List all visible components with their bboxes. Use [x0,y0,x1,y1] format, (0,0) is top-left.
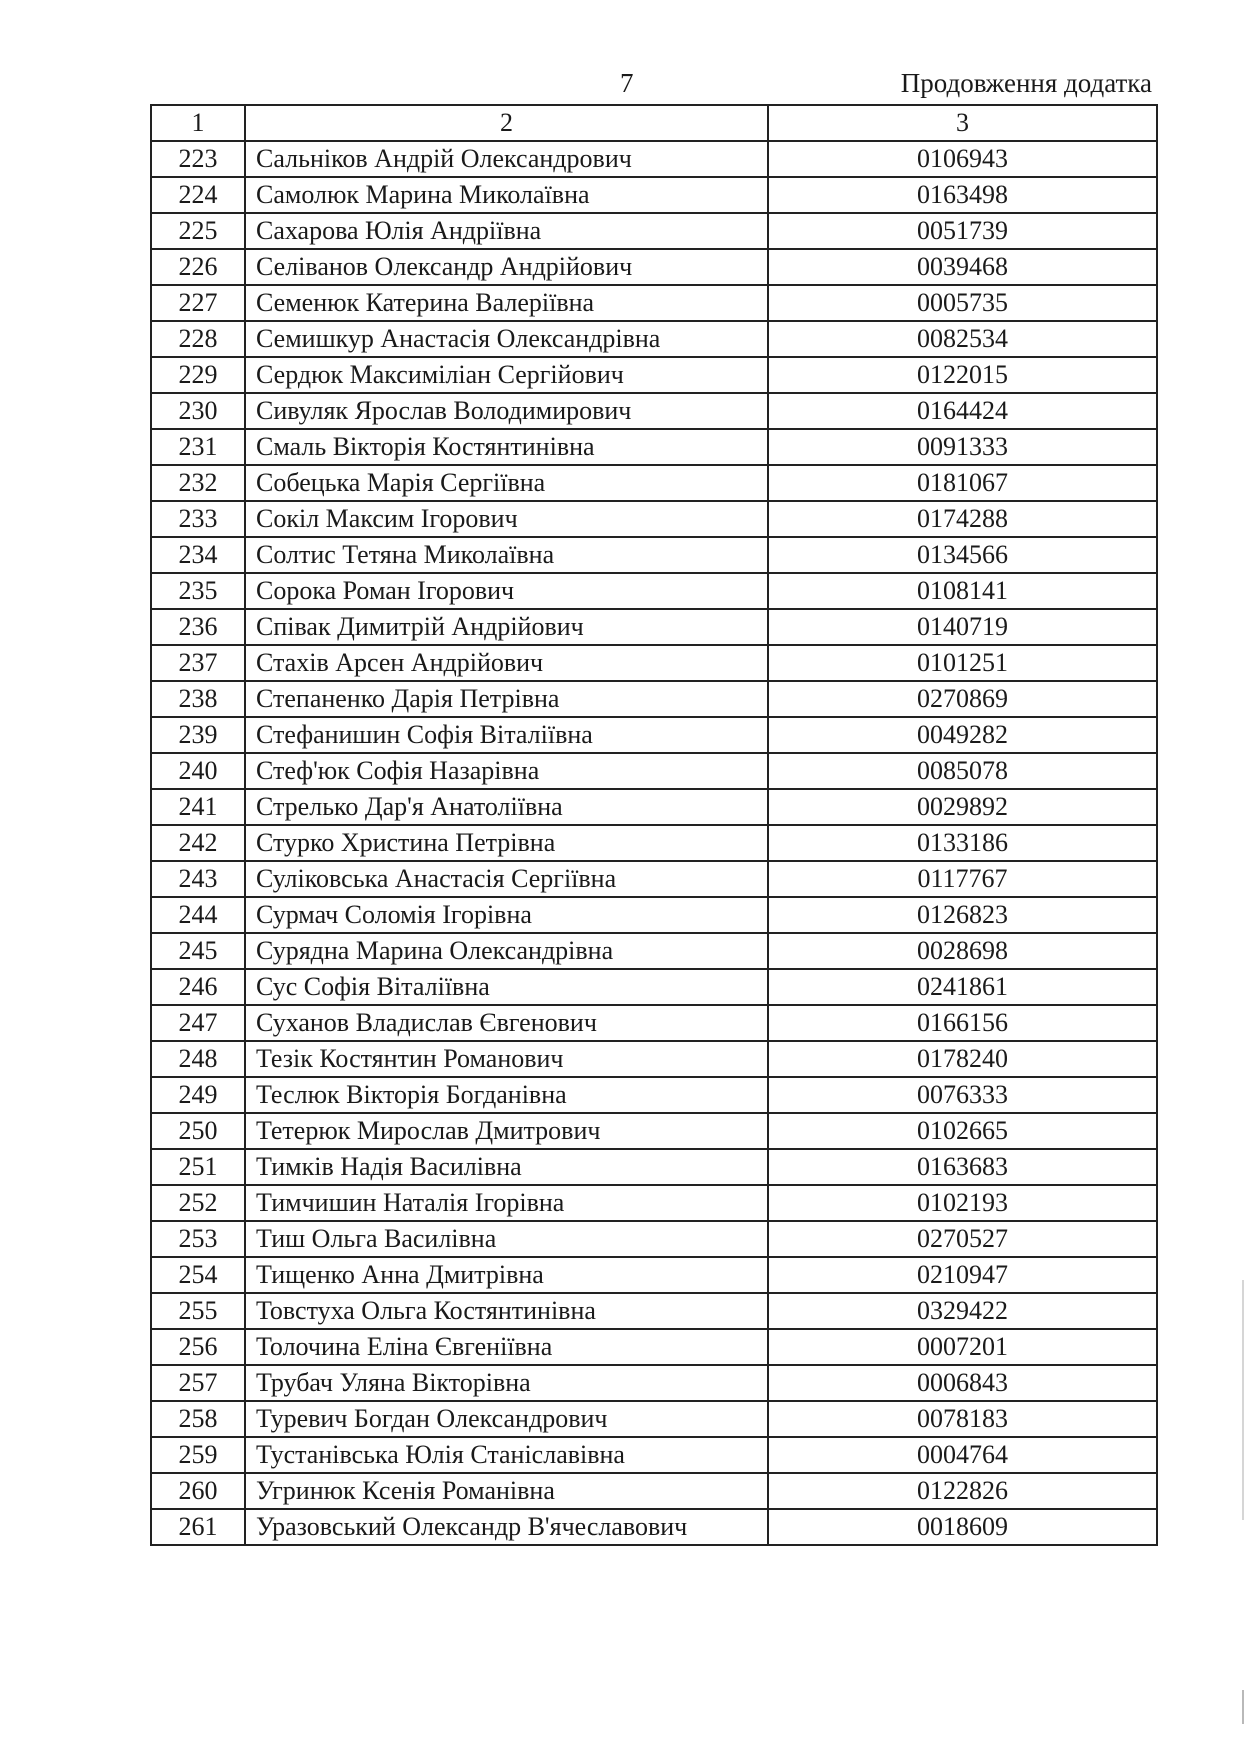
row-number: 235 [151,573,245,609]
table-row [151,1257,1157,1293]
row-number: 258 [151,1401,245,1437]
row-number: 256 [151,1329,245,1365]
row-number: 242 [151,825,245,861]
table-row [151,1293,1157,1329]
row-number: 251 [151,1149,245,1185]
row-name: Тимчишин Наталія Ігорівна [245,1185,768,1221]
row-number: 261 [151,1509,245,1545]
row-code: 0091333 [768,429,1157,465]
row-number: 230 [151,393,245,429]
row-number: 236 [151,609,245,645]
row-name: Стефанишин Софія Віталіївна [245,717,768,753]
row-number: 249 [151,1077,245,1113]
row-code: 0028698 [768,933,1157,969]
row-code: 0085078 [768,753,1157,789]
table-row [151,1329,1157,1365]
row-number: 247 [151,1005,245,1041]
row-code: 0006843 [768,1365,1157,1401]
row-number: 225 [151,213,245,249]
row-name: Уразовський Олександр В'ячеславович [245,1509,768,1545]
row-name: Тезік Костянтин Романович [245,1041,768,1077]
row-code: 0140719 [768,609,1157,645]
row-name: Теслюк Вікторія Богданівна [245,1077,768,1113]
table-row [151,1365,1157,1401]
table-row [151,321,1157,357]
row-name: Суліковська Анастасія Сергіївна [245,861,768,897]
table-row [151,609,1157,645]
row-name: Собецька Марія Сергіївна [245,465,768,501]
row-number: 226 [151,249,245,285]
table-header-row [151,105,1157,141]
row-name: Солтис Тетяна Миколаївна [245,537,768,573]
row-code: 0270527 [768,1221,1157,1257]
row-name: Сурмач Соломія Ігорівна [245,897,768,933]
row-code: 0241861 [768,969,1157,1005]
row-name: Стрелько Дар'я Анатоліївна [245,789,768,825]
row-code: 0049282 [768,717,1157,753]
row-code: 0106943 [768,141,1157,177]
row-number: 246 [151,969,245,1005]
continuation-note: Продовження додатка [900,68,1152,98]
table-row [151,285,1157,321]
table-row [151,573,1157,609]
row-name: Стахів Арсен Андрійович [245,645,768,681]
register-table [150,104,1158,1546]
row-name: Тустанівська Юлія Станіславівна [245,1437,768,1473]
row-name: Тиш Ольга Василівна [245,1221,768,1257]
row-code: 0134566 [768,537,1157,573]
table-row [151,393,1157,429]
row-code: 0126823 [768,897,1157,933]
table-row [151,1113,1157,1149]
row-number: 254 [151,1257,245,1293]
row-name: Сахарова Юлія Андріївна [245,213,768,249]
row-number: 252 [151,1185,245,1221]
table-row [151,1149,1157,1185]
row-number: 243 [151,861,245,897]
row-name: Тимків Надія Василівна [245,1149,768,1185]
row-number: 237 [151,645,245,681]
table-row [151,1473,1157,1509]
row-code: 0029892 [768,789,1157,825]
row-number: 238 [151,681,245,717]
row-code: 0122015 [768,357,1157,393]
table-body [151,105,1157,1545]
table-row [151,1509,1157,1545]
row-name: Сивуляк Ярослав Володимирович [245,393,768,429]
table-row [151,1077,1157,1113]
table-row [151,1041,1157,1077]
row-name: Тетерюк Мирослав Дмитрович [245,1113,768,1149]
table-row [151,537,1157,573]
row-code: 0178240 [768,1041,1157,1077]
row-name: Селіванов Олександр Андрійович [245,249,768,285]
row-name: Трубач Уляна Вікторівна [245,1365,768,1401]
table-row [151,825,1157,861]
row-code: 0051739 [768,213,1157,249]
row-code: 0122826 [768,1473,1157,1509]
row-code: 0270869 [768,681,1157,717]
row-name: Семишкур Анастасія Олександрівна [245,321,768,357]
row-number: 232 [151,465,245,501]
row-code: 0102193 [768,1185,1157,1221]
row-name: Сокіл Максим Ігорович [245,501,768,537]
row-code: 0102665 [768,1113,1157,1149]
row-number: 241 [151,789,245,825]
row-code: 0004764 [768,1437,1157,1473]
row-number: 257 [151,1365,245,1401]
row-number: 234 [151,537,245,573]
row-code: 0133186 [768,825,1157,861]
table-row [151,177,1157,213]
row-name: Угринюк Ксенія Романівна [245,1473,768,1509]
row-name: Сальніков Андрій Олександрович [245,141,768,177]
row-number: 240 [151,753,245,789]
row-number: 245 [151,933,245,969]
row-name: Сорока Роман Ігорович [245,573,768,609]
row-name: Тищенко Анна Дмитрівна [245,1257,768,1293]
row-code: 0210947 [768,1257,1157,1293]
row-number: 253 [151,1221,245,1257]
row-code: 0163498 [768,177,1157,213]
row-code: 0076333 [768,1077,1157,1113]
row-code: 0078183 [768,1401,1157,1437]
row-code: 0101251 [768,645,1157,681]
row-number: 233 [151,501,245,537]
table-row [151,213,1157,249]
row-code: 0174288 [768,501,1157,537]
page-number: 7 [620,68,634,98]
table-row [151,501,1157,537]
row-name: Стеф'юк Софія Назарівна [245,753,768,789]
row-code: 0018609 [768,1509,1157,1545]
row-code: 0039468 [768,249,1157,285]
row-code: 0082534 [768,321,1157,357]
table-row [151,141,1157,177]
table-row [151,789,1157,825]
table-row [151,861,1157,897]
column-header-number: 1 [151,105,245,141]
row-name: Степаненко Дарія Петрівна [245,681,768,717]
row-code: 0166156 [768,1005,1157,1041]
table-row [151,645,1157,681]
table-row [151,897,1157,933]
row-code: 0007201 [768,1329,1157,1365]
row-number: 255 [151,1293,245,1329]
row-name: Туревич Богдан Олександрович [245,1401,768,1437]
table-row [151,429,1157,465]
row-number: 228 [151,321,245,357]
row-name: Семенюк Катерина Валеріївна [245,285,768,321]
row-name: Смаль Вікторія Костянтинівна [245,429,768,465]
table-row [151,1401,1157,1437]
row-number: 244 [151,897,245,933]
row-number: 250 [151,1113,245,1149]
table-row [151,465,1157,501]
row-number: 231 [151,429,245,465]
column-header-name: 2 [245,105,768,141]
table-row [151,969,1157,1005]
row-number: 259 [151,1437,245,1473]
table-row [151,717,1157,753]
row-code: 0108141 [768,573,1157,609]
row-code: 0181067 [768,465,1157,501]
column-header-code: 3 [768,105,1157,141]
row-code: 0005735 [768,285,1157,321]
row-name: Сурядна Марина Олександрівна [245,933,768,969]
row-number: 239 [151,717,245,753]
table-row [151,1005,1157,1041]
row-name: Стурко Христина Петрівна [245,825,768,861]
table-row [151,933,1157,969]
row-code: 0163683 [768,1149,1157,1185]
row-name: Самолюк Марина Миколаївна [245,177,768,213]
row-number: 227 [151,285,245,321]
row-name: Співак Димитрій Андрійович [245,609,768,645]
table-row [151,681,1157,717]
row-name: Сус Софія Віталіївна [245,969,768,1005]
row-number: 229 [151,357,245,393]
row-name: Суханов Владислав Євгенович [245,1005,768,1041]
row-code: 0164424 [768,393,1157,429]
scan-edge-mark [1242,1690,1244,1724]
table-row [151,249,1157,285]
row-number: 248 [151,1041,245,1077]
table-row [151,1185,1157,1221]
table-row [151,1221,1157,1257]
table-row [151,753,1157,789]
table-row [151,1437,1157,1473]
row-number: 260 [151,1473,245,1509]
row-code: 0117767 [768,861,1157,897]
row-number: 224 [151,177,245,213]
row-code: 0329422 [768,1293,1157,1329]
table-row [151,357,1157,393]
row-name: Сердюк Максиміліан Сергійович [245,357,768,393]
row-name: Толочина Еліна Євгеніївна [245,1329,768,1365]
scan-edge-mark [1242,1280,1244,1520]
row-name: Товстуха Ольга Костянтинівна [245,1293,768,1329]
row-number: 223 [151,141,245,177]
